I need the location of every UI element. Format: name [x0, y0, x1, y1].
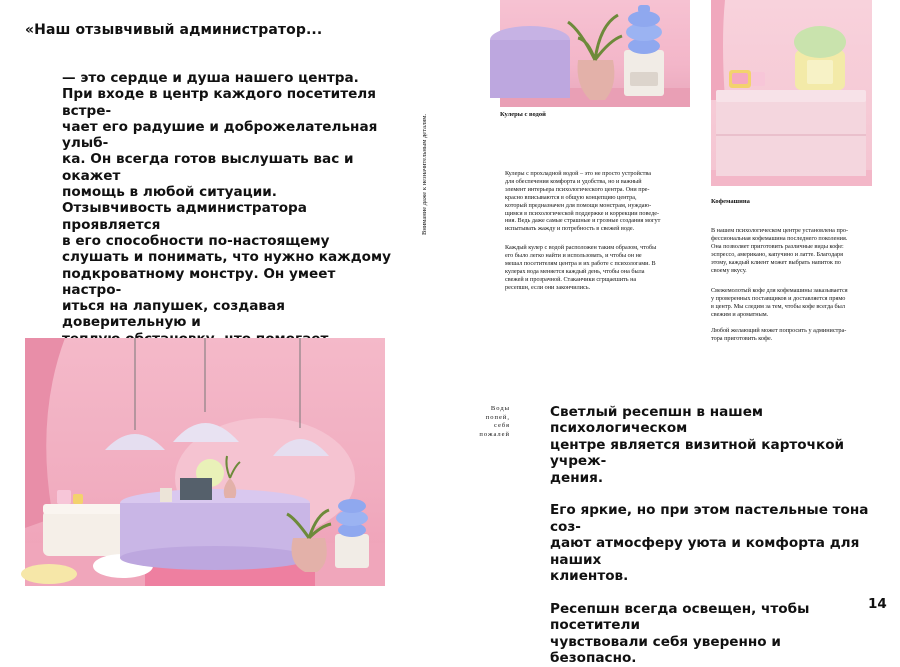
- reception-illustration: [25, 338, 385, 586]
- coffee-machine-illustration: [711, 0, 872, 186]
- photo-coffee-machine: [711, 0, 872, 186]
- caption-coffee-machine: Кофемашина: [711, 198, 750, 205]
- caption-water-coolers: Кулеры с водой: [500, 111, 546, 118]
- page-number: 14: [868, 596, 887, 612]
- coffee-paragraph-3: Любой желающий может попросить у администра- тора приготовить кофе.: [711, 327, 847, 342]
- water-coolers-illustration: [500, 0, 690, 107]
- side-label: Воды попей, себя пожалей: [479, 405, 510, 438]
- quote-body: — это сердце и душа нашего центра. При входе в центр каждого посетителя встре- чает его радушие и доброжелательная улыб- ка. Он всегда готов выслушать вас и окажет помощь в любой ситуации. Отзывчивость администратора проявляется в его способности по-настоящему слушать и понимать, что нужно каждому подкроватному монстру. Он умеет настро- иться на лапушек, создавая доверительную и: [62, 70, 391, 331]
- photo-water-coolers: [500, 0, 690, 107]
- reception-text: Светлый ресепшн в нашем психологическом центре является визитной карточкой учреж- дения. Его яркие, но при этом пастельные тона соз- дают атмосферу уюта и комфорта для наших клиентов. Ресепшн всегда освещен, чтобы посетители чувствовали себя уверенно и безопасно.: [550, 404, 869, 667]
- coolers-paragraph-1: Кулеры с прохладной водой – это не просто устройства для обеспечения комфорта и удобства, но и важный элемент интерьера психологического центра. Они пре- красно вписываются в общую концепцию центра, который предназначен для помощи монстрам, нуждаю- щимся в психологической поддержке и коррекции поведе- ния. Ведь даже самые страшные и грозные создания могут испытывать жажду и потребность в свежей воде.: [505, 170, 661, 233]
- quote-heading: «Наш отзывчивый администратор...: [25, 22, 323, 38]
- coffee-paragraph-1: В нашем психологическом центре установлена про- фессиональная кофемашина последнего поколения. Она позволяет приготовить различные виды кофе: эспрессо, американо, капучино и латте. Благодаря этому, каждый клиент может выбрать напиток по своему вкусу.: [711, 227, 849, 274]
- coffee-paragraph-2: Свежемолотый кофе для кофемашины заказывается у проверенных поставщиков и доставляется прямо в центр. Мы следим за тем, чтобы кофе всегда был свежим и ароматным.: [711, 287, 848, 318]
- coolers-paragraph-2: Каждый кулер с водой расположен таким образом, чтобы его было легко найти и использовать, и чтобы он не мешал посетителям центра и их работе с психологами. В кулерах вода меняется каждый день, чтобы она была свежей и прозрачной. Стаканчики сгрщаешить на ресепшн, если они закончились.: [505, 244, 657, 291]
- photo-reception: [25, 338, 385, 586]
- vertical-caption: Внимание даже к незначительным деталям.: [421, 113, 428, 235]
